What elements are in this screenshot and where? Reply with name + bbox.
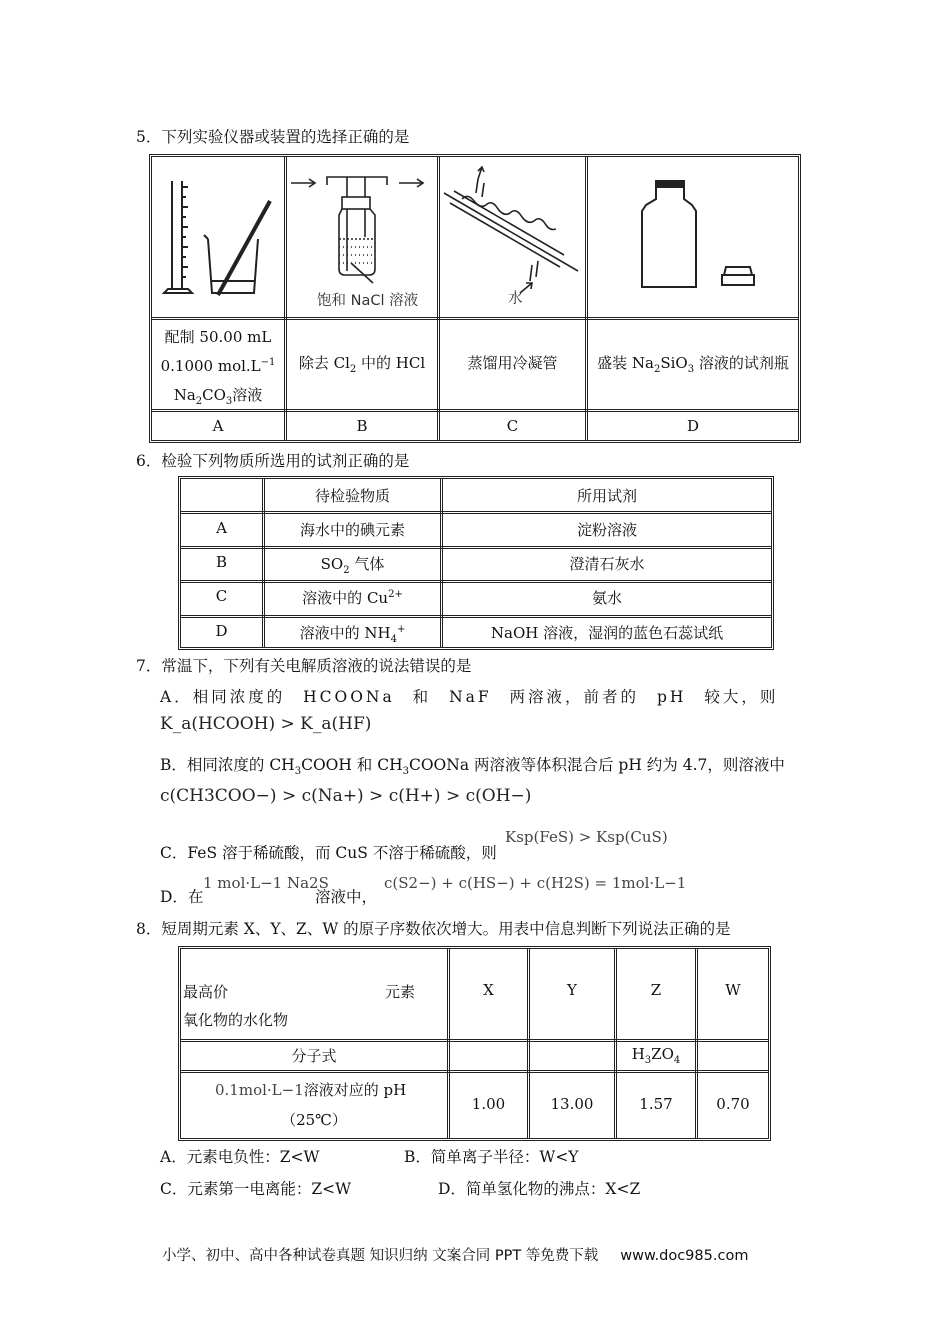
q8-ph-w: 0.70: [716, 1095, 750, 1113]
q5-letter-d: D: [686, 417, 700, 435]
q8-option-c: C．元素第一电离能：Z<W: [160, 1180, 352, 1198]
q7-option-a: A．相同浓度的 HCOONa 和 NaF 两溶液，前者的 pH 较大，则: [160, 688, 779, 706]
q8-ph-y: 13.00: [550, 1095, 594, 1113]
q8-header-bottom: 氧化物的水化物: [183, 1011, 289, 1029]
q8-element-z: Z: [650, 981, 662, 999]
q5-cell-a: 配制 50.00 mL 0.1000 $mol.L^{-1}$ $Na_2CO_3$溶液: [160, 328, 276, 407]
q6-row-d-label: D: [215, 622, 228, 640]
q6-header-substance: 待检验物质: [314, 487, 390, 505]
q6-header-reagent: 所用试剂: [576, 487, 637, 505]
q6-row-c-substance: 溶液中的 $Cu^{2+}$: [302, 589, 403, 607]
q6-row-d-substance: 溶液中的 $NH_4^+$: [299, 624, 406, 645]
q8-row-ph-label: 0.1mol·L−1溶液对应的 pH: [215, 1081, 407, 1099]
q7-option-c-formula: Ksp(FeS) > Ksp(CuS): [505, 828, 668, 846]
q6-row-c-label: C: [215, 587, 228, 605]
q6-row-b-reagent: 澄清石灰水: [569, 555, 645, 573]
footer-text: 小学、初中、高中各种试卷真题 知识归纳 文案合同 PPT 等免费下载: [162, 1248, 599, 1264]
gas-washing-bottle-figure: [287, 167, 435, 313]
q6-row-c-reagent: 氨水: [591, 589, 622, 607]
q8-row-formula-z: $H_3ZO_4$: [631, 1045, 681, 1066]
q5-letter-a: A: [212, 417, 224, 435]
q5-letter-b: B: [356, 417, 368, 435]
q8-option-d: D．简单氢化物的沸点：X<Z: [438, 1180, 641, 1198]
water-label: 水: [508, 291, 523, 307]
q8-header-top: 最高价: [183, 983, 229, 1001]
footer-url[interactable]: www.doc985.com: [620, 1248, 749, 1264]
q5-table: [149, 154, 801, 443]
q8-row-formula-label: 分子式: [291, 1047, 337, 1065]
q6-table: [178, 476, 774, 650]
reagent-bottle-figure: [612, 177, 782, 293]
q8-ph-x: 1.00: [471, 1095, 506, 1113]
cylinder-beaker-figure: [158, 177, 278, 297]
q6-row-a-label: A: [216, 519, 227, 537]
q8-element-w: W: [725, 981, 741, 999]
q8-header-element: 元素: [385, 983, 416, 1001]
condenser-figure: [440, 163, 584, 313]
q8-element-x: X: [483, 981, 494, 999]
q7-option-d: D．在: [160, 888, 204, 906]
q6-row-b-label: B: [215, 553, 228, 571]
nacl-solution-label: 饱和 NaCl 溶液: [317, 293, 419, 309]
q8-ph-z: 1.57: [639, 1095, 673, 1113]
q6-stem: 6．检验下列物质所选用的试剂正确的是: [136, 452, 410, 470]
q8-table: [178, 946, 771, 1141]
q8-element-y: Y: [567, 981, 577, 999]
q5-cell-b: 除去 $Cl_2$ 中的 HCl: [298, 354, 426, 375]
q5-cell-d: 盛装 $Na_2SiO_3$ 溶液的试剂瓶: [597, 354, 789, 375]
q7-option-d-text: 溶液中，: [315, 888, 378, 906]
q6-row-d-reagent: NaOH 溶液，湿润的蓝色石蕊试纸: [490, 624, 724, 642]
q7-option-d-formula: c(S2−) + c(HS−) + c(H2S) = 1mol·L−1: [384, 874, 687, 892]
q7-option-b-formula: c(CH3COO−) > c(Na+) > c(H+) > c(OH−): [160, 786, 532, 806]
q6-row-a-substance: 海水中的碘元素: [299, 521, 405, 539]
q5-letter-c: C: [506, 417, 519, 435]
q7-option-c: C．FeS 溶于稀硫酸，而 CuS 不溶于稀硫酸，则: [160, 844, 497, 862]
q6-row-b-substance: $SO_2$ 气体: [320, 555, 385, 576]
q7-option-a-formula: K_a(HCOOH) > K_a(HF): [160, 714, 372, 734]
q7-option-d-concentration: 1 mol·L−1 Na2S: [203, 874, 329, 892]
q8-option-b: B．简单离子半径：W<Y: [404, 1148, 579, 1166]
q5-cell-c: 蒸馏用冷凝管: [467, 354, 558, 372]
page-footer: [162, 1244, 748, 1265]
q8-row-ph-temp: （25℃）: [281, 1111, 347, 1129]
q7-stem: 7．常温下，下列有关电解质溶液的说法错误的是: [136, 657, 472, 675]
q6-row-a-reagent: 淀粉溶液: [576, 521, 637, 539]
q8-option-a: A．元素电负性：Z<W: [160, 1148, 320, 1166]
q5-stem: 5．下列实验仪器或装置的选择正确的是: [136, 128, 410, 146]
q7-option-b: B．相同浓度的 $CH_3COOH$ 和 $CH_3COONa$ 两溶液等体积混合后 pH 约为 4.7，则溶液中: [160, 756, 785, 778]
q8-stem: 8．短周期元素 X、Y、Z、W 的原子序数依次增大。用表中信息判断下列说法正确的是: [136, 920, 731, 938]
